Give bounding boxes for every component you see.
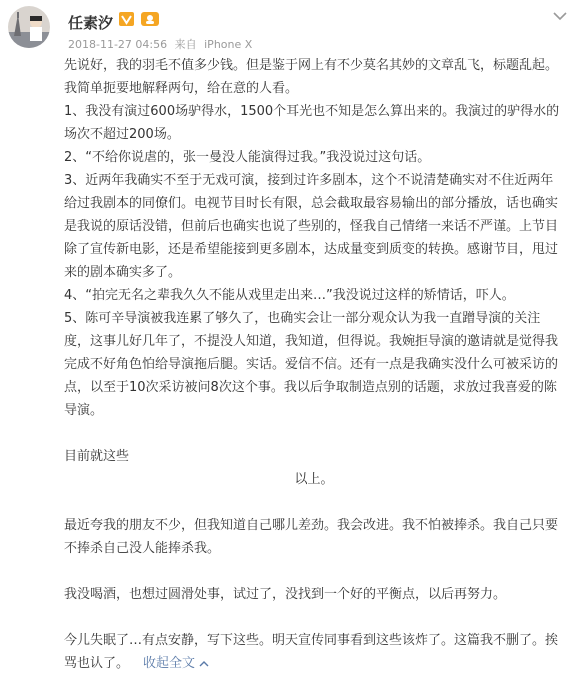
post-paragraph: 目前就这些 [64,449,130,464]
chevron-down-icon[interactable] [550,8,570,24]
post-paragraph: 4、“拍完无名之辈我久久不能从戏里走出来…”我没说过这样的矫情话，吓人。 [64,288,515,303]
post-paragraph: 以上。 [294,472,334,487]
post-body [64,54,564,675]
avatar[interactable] [8,6,50,48]
post-paragraph: 2、“不给你说虐的，张一曼没人能演得过我。”我没说过这句话。 [64,150,431,165]
post-paragraph: 5、陈可辛导演被我连累了够久了，也确实会让一部分观众认为我一直蹭导演的关注度，这事儿好几年了，不提没人知道，我知道，但得说。我婉拒导演的邀请就是觉得我完成不好角色怕给导演拖后腿。实话。爱信不信。还有一点是我确实没什么可被采访的点，以至于10次采访被问8次这个事。我以后争取制造点别的话题，求放过我喜爱的陈导演。 [64,311,559,418]
user-badge-icon [140,10,160,28]
post-paragraph: 先说好，我的羽毛不值多少钱。但是鉴于网上有不少莫名其妙的文章乱飞，标题乱起。我简单扼要地解释两句，给在意的人看。 [64,58,559,96]
vip-verified-icon [118,10,136,28]
author-name[interactable]: 任素汐 [68,14,114,32]
collapse-label: 收起全文 [143,656,196,671]
post-paragraph: 我没喝酒，也想过圆滑处事，试过了，没找到一个好的平衡点，以后再努力。 [64,587,507,602]
chevron-up-icon [195,656,209,671]
post-paragraph: 1、我没有演过600场驴得水，1500个耳光也不知是怎么算出来的。我演过的驴得水的场次不超过200场。 [64,104,560,142]
post-device[interactable]: iPhone X [204,38,253,51]
post-source-prefix: 来自 [174,38,197,51]
post-paragraph-text: 今儿失眠了…有点安静，写下这些。明天宣传同事看到这些该炸了。这篇我不删了。挨骂也认了。 [64,633,559,671]
post-header [8,4,572,54]
post-paragraph-last [64,629,564,675]
post-paragraph: 最近夸我的朋友不少，但我知道自己哪儿差劲。我会改进。我不怕被捧杀。我自己只要不捧杀自己没人能捧杀我。 [64,518,559,556]
post-date: 2018-11-27 04:56 [68,38,168,51]
collapse-button[interactable] [143,656,209,671]
post-meta [68,36,256,52]
post-paragraph: 3、近两年我确实不至于无戏可演，接到过许多剧本，这个不说清楚确实对不住近两年给过我剧本的同僚们。电视节目时长有限，总会截取最容易输出的部分播放，话也确实是我说的原话没错，但前后也确实也说了些别的，怪我自己情绪一来话不严谨。上节目除了宣传新电影，还是希望能接到更多剧本，达成量变到质变的转换。感谢节目，甩过来的剧本确实多了。 [64,173,559,280]
